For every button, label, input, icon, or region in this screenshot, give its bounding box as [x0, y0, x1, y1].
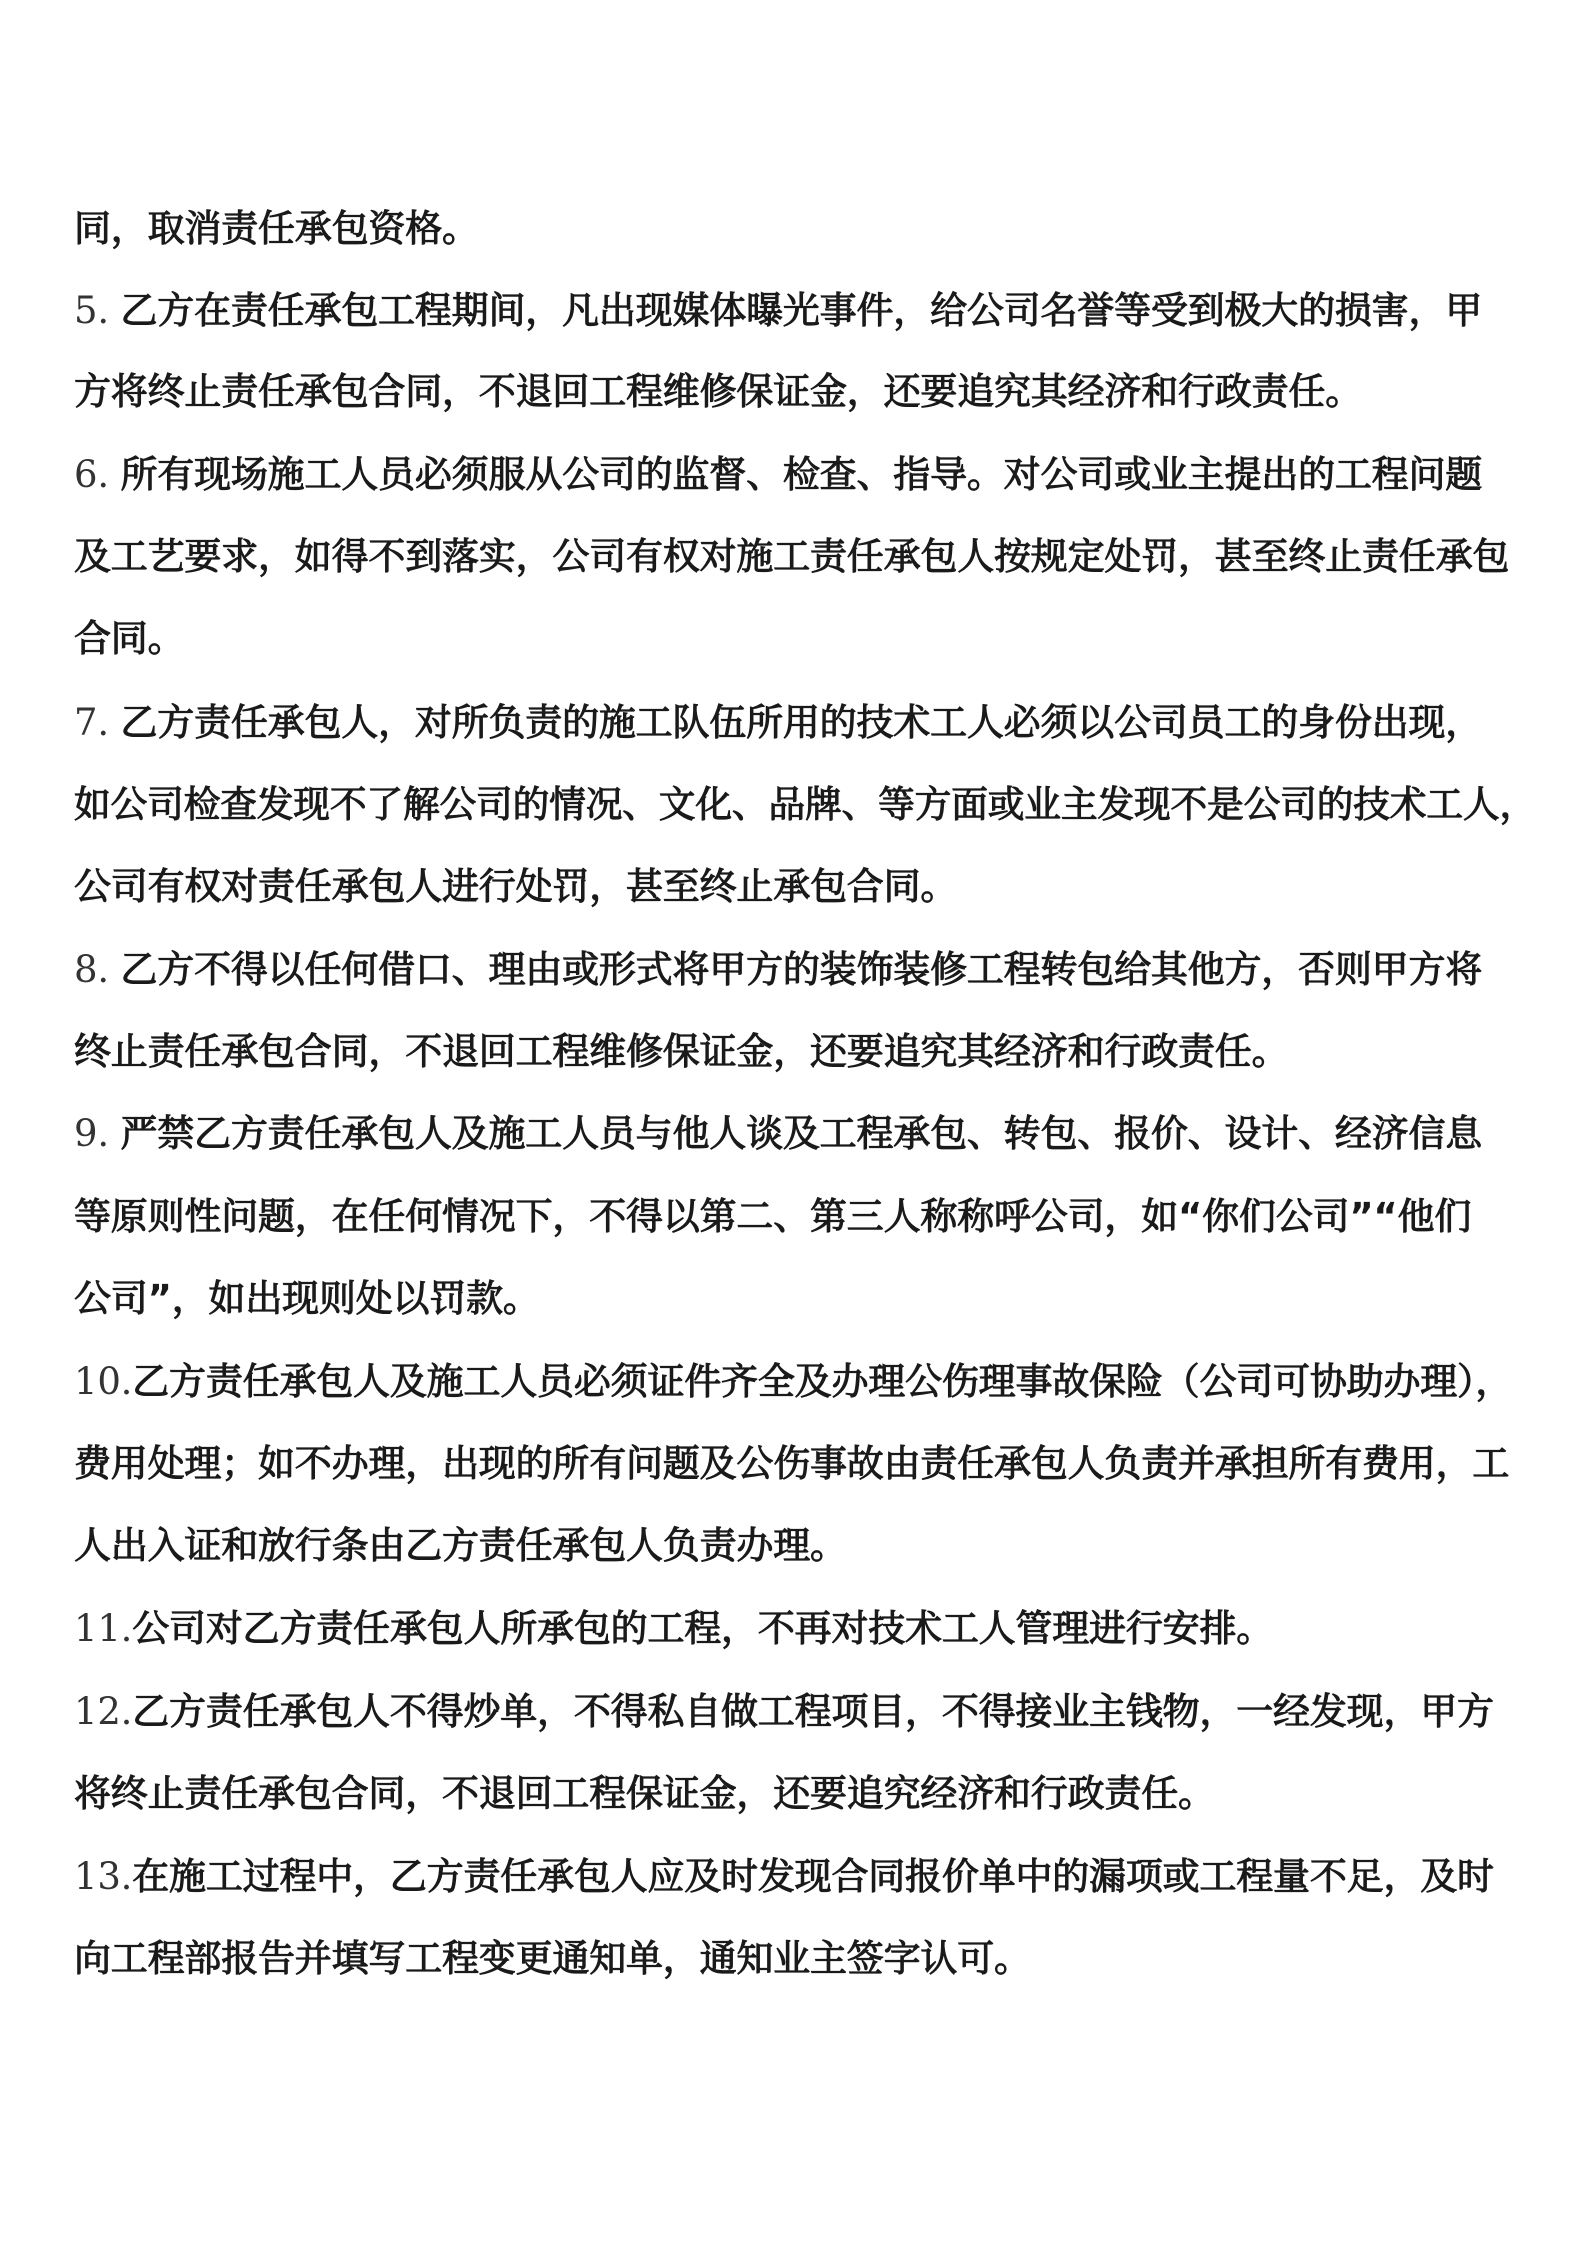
line-text: 乙方责任承包人及施工人员必须证件齐全及办理公伤理事故保险（公司可协助办理）， [132, 1360, 1513, 1403]
text-line [74, 1442, 1509, 1486]
text-line [74, 1277, 540, 1321]
clause-number: 13. [74, 1855, 133, 1898]
text-line [74, 865, 957, 909]
text-line [74, 1690, 1494, 1734]
text-line [74, 783, 1536, 827]
line-text: 方将终止责任承包合同，不退回工程维修保证金，还要追究其经济和行政责任。 [74, 370, 1362, 413]
line-text: 同，取消责任承包资格。 [74, 207, 479, 250]
line-text: 在施工过程中，乙方责任承包人应及时发现合同报价单中的漏项或工程量不足，及时 [132, 1855, 1494, 1898]
text-line [74, 1855, 1494, 1899]
line-text: 及工艺要求，如得不到落实，公司有权对施工责任承包人按规定处罚，甚至终止责任承包 [74, 535, 1510, 578]
text-line [74, 701, 1482, 745]
text-line [74, 1937, 1031, 1981]
text-line [74, 1772, 1215, 1816]
line-text: 人出入证和放行条由乙方责任承包人负责办理。 [74, 1524, 847, 1567]
line-text: 乙方在责任承包工程期间，凡出现媒体曝光事件，给公司名誉等受到极大的损害，甲 [120, 289, 1483, 332]
line-text: 所有现场施工人员必须服从公司的监督、检查、指导。对公司或业主提出的工程问题 [120, 453, 1483, 496]
text-line [74, 1524, 847, 1568]
clause-number: 5. [74, 289, 121, 332]
line-text: 乙方责任承包人，对所负责的施工队伍所用的技术工人必须以公司员工的身份出现， [120, 701, 1483, 744]
text-line [74, 1195, 1471, 1239]
clause-number: 6. [74, 453, 121, 496]
line-text: 如公司检查发现不了解公司的情况、文化、品牌、等方面或业主发现不是公司的技术工人， [74, 783, 1536, 826]
text-line [74, 1030, 1288, 1074]
clause-number: 7. [74, 701, 121, 744]
text-line [74, 1360, 1512, 1404]
line-text: 终止责任承包合同，不退回工程维修保证金，还要追究其经济和行政责任。 [74, 1030, 1289, 1073]
text-line [74, 1112, 1482, 1156]
text-line [74, 370, 1362, 414]
text-line [74, 1607, 1273, 1651]
line-text: 公司”，如出现则处以罚款。 [74, 1277, 540, 1320]
clause-number: 11. [74, 1607, 133, 1650]
text-line [74, 617, 184, 661]
line-text: 乙方不得以任何借口、理由或形式将甲方的装饰装修工程转包给其他方，否则甲方将 [120, 948, 1483, 991]
line-text: 合同。 [74, 617, 185, 660]
line-text: 将终止责任承包合同，不退回工程保证金，还要追究经济和行政责任。 [74, 1772, 1215, 1815]
line-text: 等原则性问题，在任何情况下，不得以第二、第三人称称呼公司，如“你们公司”“他们 [74, 1195, 1472, 1238]
clause-number: 9. [74, 1112, 121, 1155]
line-text: 严禁乙方责任承包人及施工人员与他人谈及工程承包、转包、报价、设计、经济信息 [120, 1112, 1483, 1155]
clause-number: 12. [74, 1690, 133, 1733]
text-line [74, 207, 479, 251]
text-line [74, 535, 1509, 579]
line-text: 费用处理；如不办理，出现的所有问题及公伤事故由责任承包人负责并承担所有费用，工 [74, 1442, 1510, 1485]
clause-number: 10. [74, 1360, 133, 1403]
line-text: 向工程部报告并填写工程变更通知单，通知业主签字认可。 [74, 1937, 1031, 1980]
line-text: 乙方责任承包人不得炒单，不得私自做工程项目，不得接业主钱物，一经发现，甲方 [132, 1690, 1494, 1733]
text-line [74, 289, 1482, 333]
line-text: 公司有权对责任承包人进行处罚，甚至终止承包合同。 [74, 865, 958, 908]
clause-number: 8. [74, 948, 121, 991]
text-line [74, 948, 1482, 992]
text-line [74, 453, 1482, 497]
line-text: 公司对乙方责任承包人所承包的工程，不再对技术工人管理进行安排。 [132, 1607, 1274, 1650]
